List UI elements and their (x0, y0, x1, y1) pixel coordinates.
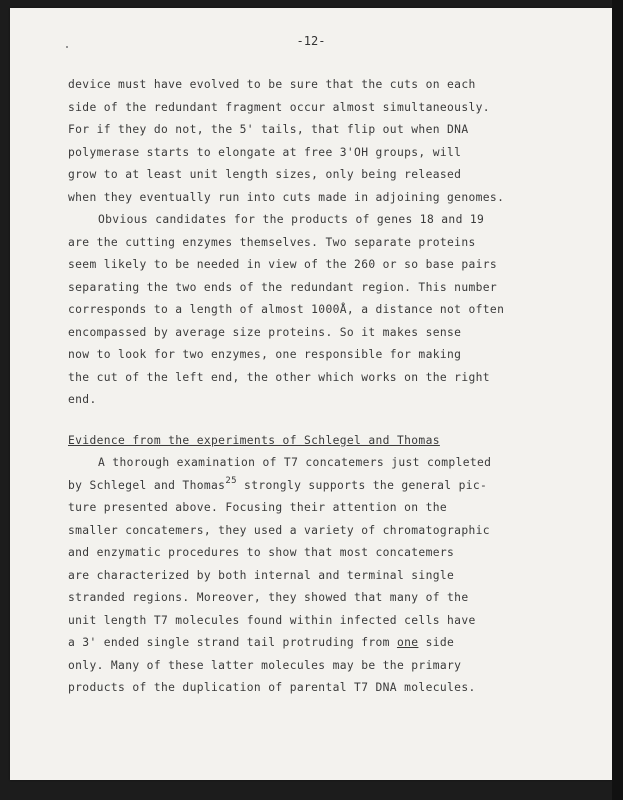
text-line: separating the two ends of the redundant region. This number (68, 280, 498, 294)
body-text (68, 74, 505, 700)
text-line: device must have evolved to be sure that the cuts on each (68, 78, 476, 91)
text-line: end. (68, 393, 97, 406)
text-line: smaller concatemers, they used a variety of chromatographic (68, 523, 490, 537)
text-line: corresponds to a length of almost 1000Å, a distance not often (68, 303, 505, 316)
text-line: A thorough examination of T7 concatemers just completed (98, 456, 492, 469)
paragraph-2 (68, 209, 505, 412)
document-page (10, 8, 612, 780)
text-line: side of the redundant fragment occur almost simultaneously. (68, 100, 490, 114)
text-line: encompassed by average size proteins. So it makes sense (68, 325, 462, 339)
paragraph-1 (68, 74, 505, 209)
text-line: are the cutting enzymes themselves. Two separate proteins (68, 235, 476, 249)
text-line (68, 632, 498, 655)
paper-speck (66, 46, 68, 48)
text-line: unit length T7 molecules found within infected cells have (68, 613, 476, 627)
text-line: and enzymatic procedures to show that most concatemers (68, 546, 455, 559)
paragraph-3 (68, 452, 498, 700)
text-line: grow to at least unit length sizes, only being released (68, 168, 462, 181)
text-span: a 3' ended single strand tail protruding from (68, 636, 397, 649)
text-line: Obvious candidates for the products of genes 18 and 19 (98, 213, 485, 226)
text-line: seem likely to be needed in view of the 260 or so base pairs (68, 258, 498, 271)
section-heading: Evidence from the experiments of Schlegel and Thomas (68, 433, 440, 447)
text-line (68, 475, 498, 498)
scan-edge (612, 0, 623, 800)
text-span: side (418, 636, 455, 649)
text-line: ture presented above. Focusing their attention on the (68, 501, 448, 514)
text-line: products of the duplication of parental T7 DNA molecules. (68, 681, 476, 694)
text-span: by Schlegel and Thomas (68, 478, 226, 492)
reference-superscript: 25 (225, 475, 237, 486)
text-line: polymerase starts to elongate at free 3'OH groups, will (68, 145, 462, 159)
text-line: stranded regions. Moreover, they showed that many of the (68, 591, 469, 604)
text-line: when they eventually run into cuts made in adjoining genomes. (68, 190, 505, 204)
spacer (68, 412, 498, 430)
text-line: the cut of the left end, the other which works on the right (68, 370, 490, 384)
text-line: are characterized by both internal and terminal single (68, 568, 455, 582)
underlined-word: one (396, 636, 419, 649)
text-line: now to look for two enzymes, one responsible for making (68, 348, 462, 361)
text-span: strongly supports the general pic- (236, 478, 488, 492)
page-number: -12- (296, 34, 326, 48)
text-line: only. Many of these latter molecules may be the primary (68, 658, 462, 672)
text-line: For if they do not, the 5' tails, that flip out when DNA (68, 123, 469, 136)
